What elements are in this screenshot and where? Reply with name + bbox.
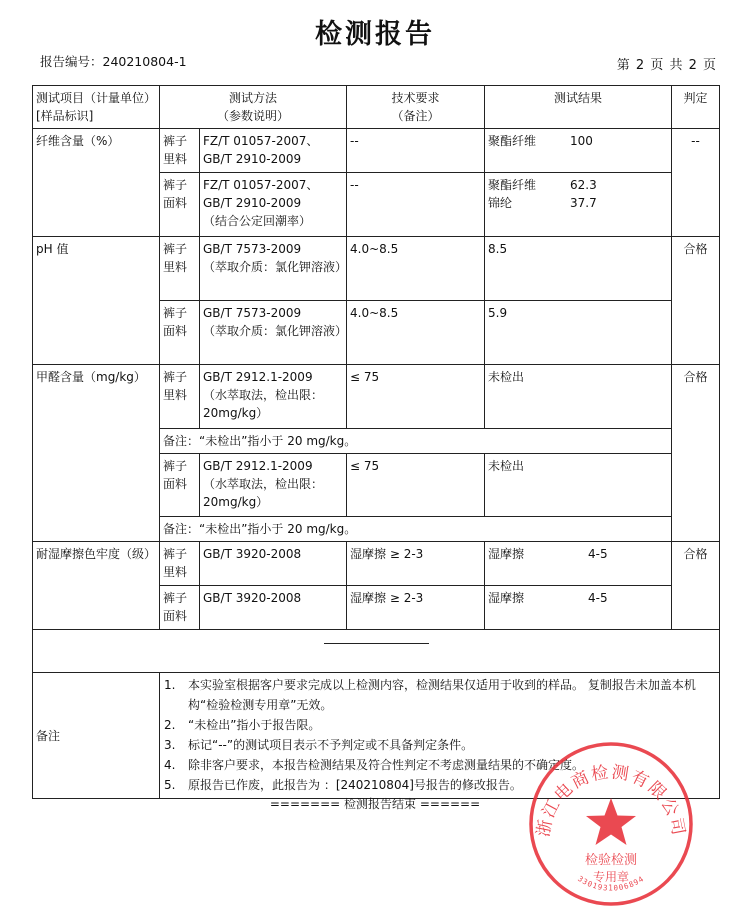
- report-number: 报告编号：240210804-1: [40, 54, 187, 69]
- official-seal: [527, 740, 695, 908]
- list-item: 4. 除非客户要求，本报告检测结果及符合性判定不考虑测量结果的不确定度。: [164, 758, 585, 772]
- table-row: [33, 365, 720, 429]
- report-title: 检测报告: [315, 19, 435, 50]
- report-end-marker: ======= 检测报告结束 ======: [269, 797, 481, 811]
- header-method: 测试方法 （参数说明）: [160, 86, 347, 129]
- seal-purpose-1: 检验检测: [584, 853, 638, 868]
- remark-cell: 备注：“未检出”指小于 20 mg/kg。: [160, 517, 672, 542]
- sample-label: 裤子面料: [160, 173, 200, 237]
- result-cell: 聚酯纤维 100: [485, 129, 672, 173]
- list-item: 1. 本实验室根据客户要求完成以上检测内容，检测结果仅适用于收到的样品。 复制报告未加盖本机构“检验检测专用章”无效。: [164, 678, 696, 712]
- requirement-cell: --: [347, 173, 485, 237]
- method-cell: GB/T 7573-2009 （萃取介质：氯化钾溶液）: [200, 237, 347, 301]
- requirement-cell: --: [347, 129, 485, 173]
- list-item: 3. 标记“--”的测试项目表示不予判定或不具备判定条件。: [164, 738, 474, 752]
- result-cell: 未检出: [485, 454, 672, 517]
- method-cell: GB/T 7573-2009 （萃取介质：氯化钾溶液）: [200, 301, 347, 365]
- item-ph: pH 值: [33, 237, 160, 365]
- sample-label: 裤子面料: [160, 301, 200, 365]
- requirement-cell: 湿摩擦 ≥ 2-3: [347, 542, 485, 586]
- method-cell: GB/T 3920-2008: [200, 586, 347, 630]
- header-requirement: 技术要求 （备注）: [347, 86, 485, 129]
- notes-label: 备注: [33, 673, 160, 799]
- list-item: 5. 原报告已作废，此报告为 ：[240210804]号报告的修改报告。: [164, 778, 522, 792]
- blank-row: [33, 630, 720, 673]
- requirement-cell: 4.0~8.5: [347, 301, 485, 365]
- method-cell: FZ/T 01057-2007、GB/T 2910-2009 （结合公定回潮率）: [200, 173, 347, 237]
- seal-purpose-2: 专用章: [592, 870, 630, 884]
- verdict-cell: --: [672, 129, 720, 237]
- requirement-cell: 4.0~8.5: [347, 237, 485, 301]
- sample-label: 裤子里料: [160, 542, 200, 586]
- results-table: [32, 85, 720, 799]
- sample-label: 裤子里料: [160, 365, 200, 429]
- item-formaldehyde: 甲醛含量（mg/kg）: [33, 365, 160, 542]
- item-rubbing: 耐湿摩擦色牢度（级）: [33, 542, 160, 630]
- result-cell: 聚酯纤维 62.3 锦纶 37.7: [485, 173, 672, 237]
- requirement-cell: 湿摩擦 ≥ 2-3: [347, 586, 485, 630]
- verdict-cell: 合格: [672, 237, 720, 365]
- sample-label: 裤子面料: [160, 454, 200, 517]
- seal-code-text: 3301931006894: [576, 874, 646, 893]
- header-result: 测试结果: [485, 86, 672, 129]
- method-cell: GB/T 3920-2008: [200, 542, 347, 586]
- verdict-cell: 合格: [672, 365, 720, 542]
- result-cell: 未检出: [485, 365, 672, 429]
- header-verdict: 判定: [672, 86, 720, 129]
- requirement-cell: ≤ 75: [347, 365, 485, 429]
- method-cell: GB/T 2912.1-2009 （水萃取法，检出限：20mg/kg）: [200, 454, 347, 517]
- seal-org-text: 浙江电商检测有限公司: [533, 762, 689, 839]
- result-cell: 湿摩擦 4-5: [485, 542, 672, 586]
- remark-cell: 备注：“未检出”指小于 20 mg/kg。: [160, 429, 672, 454]
- sample-label: 裤子里料: [160, 237, 200, 301]
- method-cell: GB/T 2912.1-2009 （水萃取法，检出限：20mg/kg）: [200, 365, 347, 429]
- divider-line: [324, 643, 429, 644]
- verdict-cell: 合格: [672, 542, 720, 630]
- seal-star-icon: [586, 798, 636, 845]
- result-cell: 8.5: [485, 237, 672, 301]
- table-row: [33, 129, 720, 173]
- sample-label: 裤子面料: [160, 586, 200, 630]
- requirement-cell: ≤ 75: [347, 454, 485, 517]
- sample-label: 裤子里料: [160, 129, 200, 173]
- result-cell: 湿摩擦 4-5: [485, 586, 672, 630]
- table-row: [33, 237, 720, 301]
- table-header: [33, 86, 720, 129]
- table-row: [33, 542, 720, 586]
- method-cell: FZ/T 01057-2007、GB/T 2910-2009: [200, 129, 347, 173]
- list-item: 2. “未检出”指小于报告限。: [164, 718, 321, 732]
- page-indicator: 第 2 页 共 2 页: [616, 58, 716, 73]
- header-item: 测试项目（计量单位） [样品标识]: [33, 86, 160, 129]
- blank-cell: [33, 630, 720, 673]
- item-fiber: 纤维含量（%）: [33, 129, 160, 237]
- result-cell: 5.9: [485, 301, 672, 365]
